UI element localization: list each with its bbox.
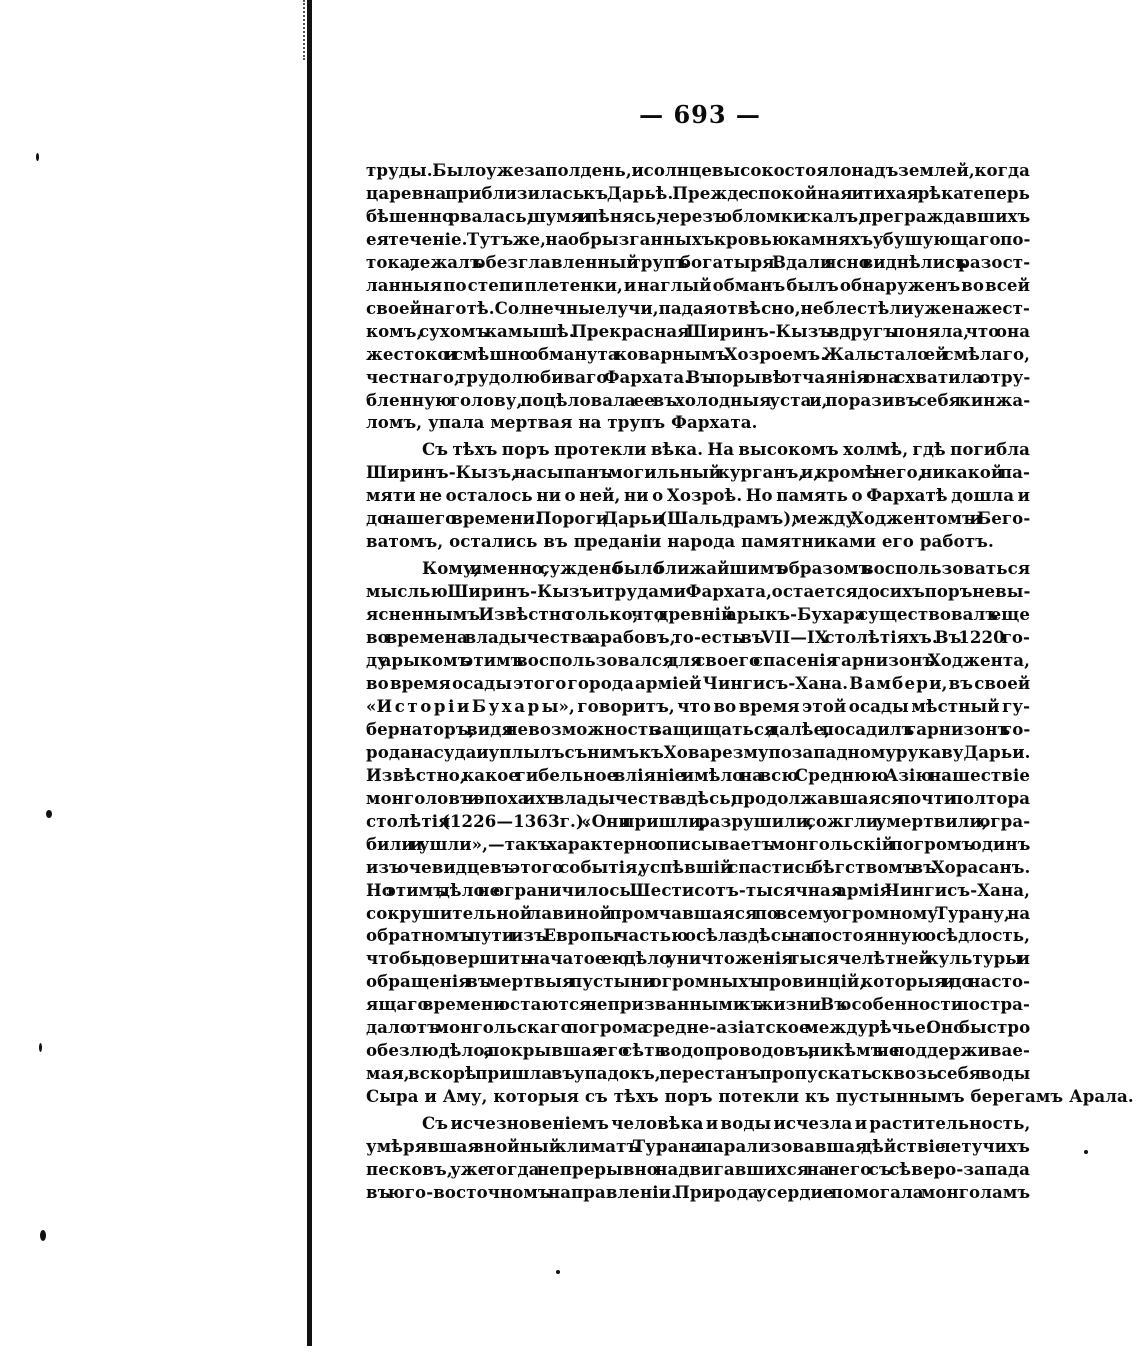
paragraph-4 [366, 1112, 1030, 1204]
text-line: ясненнымъ. Извѣстно только, что древній арыкъ-Бухара существовалъ еще [366, 604, 1030, 625]
text-line: Извѣстно, какое гибельное вліяніе имѣло на всю Среднюю Азію нашествіе [366, 764, 1030, 785]
text-line: бѣшенно рвалась, шумя и пѣнясь, черезъ обломки скалъ, преграждавшихъ [366, 205, 1031, 226]
text-line: комъ, сухомъ камышѣ. Прекрасная Ширинъ-Кызъ вдругъ поняла, что она [366, 320, 1031, 341]
text-line: песковъ, уже тогда непрерывно надвигавшихся на него съ сѣверо-запада [366, 1158, 1030, 1179]
scan-speck [1084, 1150, 1088, 1154]
text-line: бленную голову, поцѣловала ее въ холодныя уста и, поразивъ себя кинжа- [366, 389, 1031, 410]
page-number: — 693 — [639, 100, 761, 129]
text-line: обращенія въ мертвыя пустыни огромныхъ провинцій, которыя и до насто- [366, 971, 1031, 992]
text-line: бернаторъ, видя невозможность защищаться далѣе, посадилъ гарнизонъ го- [366, 718, 1031, 739]
text-line: ея теченіе. Тутъ же, на обрызганныхъ кровью камняхъ у бушующаго по- [366, 228, 1031, 249]
text-line: во время осады этого города арміей Чингисъ-Хана. В а м б е р и, въ своей [366, 672, 1031, 693]
text-line: чтобы довершить начатое ею дѣло уничтоженія тысячелѣтней культуры и [366, 948, 1030, 969]
text-line: жестоко и смѣшно обманута коварнымъ Хозроемъ. Жаль стало ей смѣлаго, [366, 343, 1030, 364]
scan-speck [46, 810, 52, 818]
text-line: Сыра и Аму, которыя съ тѣхъ поръ потекли къ пустыннымъ берегамъ Арала. [366, 1086, 1134, 1107]
text-line: мыслью Ширинъ-Кызъ и трудами Фархата, остается до сихъ поръ невы- [366, 581, 1031, 602]
text-line: Съ тѣхъ поръ протекли вѣка. На высокомъ холмѣ, гдѣ погибла [422, 439, 1030, 460]
text-line: ящаго времени остаются непризванными къ жизни. Въ особенности постра- [366, 994, 1030, 1015]
text-line: до нашего времени. Пороги Дарьи (Шальдрамъ), между Ходжентомъ и Бего- [366, 508, 1031, 529]
text-line: Но этимъ дѣло не ограничилось. Шестисотъ-тысячная армія Чингисъ-Хана, [366, 879, 1030, 900]
paragraph-1 [366, 159, 1030, 434]
scan-speck [40, 1230, 46, 1241]
text-line: Съ исчезновеніемъ человѣка и воды исчезла и растительность, [422, 1113, 1031, 1134]
text-line: ватомъ, остались въ преданіи народа памятниками его работъ. [366, 531, 994, 552]
page-body [366, 159, 1134, 1204]
text-line: мяти не осталось ни о ней, ни о Хозроѣ. Но память о Фархатѣ дошла и [366, 485, 1030, 506]
text-line: умѣрявшая знойный климатъ Турана и парализовавшая дѣйствіе летучихъ [366, 1136, 1030, 1157]
paragraph-3 [366, 557, 1134, 1108]
text-line: монголовъ и эпоха ихъ владычества здѣсь, продолжавшаяся почти полтора [366, 787, 1031, 808]
scan-speck [36, 153, 39, 161]
text-line: рода на суда и уплылъ съ нимъ къ Ховарезму по западному рукаву Дарьи. [366, 741, 1031, 762]
gutter-dotted-line [303, 0, 305, 60]
text-line: изъ очевидцевъ этого событія, успѣвшій спастись бѣгствомъ въ Хорасанъ. [366, 856, 1031, 877]
text-line: въ юго-восточномъ направленіи. Природа усердие помогала монголамъ [366, 1181, 1031, 1202]
text-line: мая, вскорѣ пришла въ упадокъ, перестанъ пропускать сквозь себя воды [366, 1063, 1031, 1084]
text-line: своей наготѣ. Солнечные лучи, падая отвѣсно, не блестѣли уже на жест- [366, 297, 1030, 318]
text-line: «И с т о р і и Б у х а р ы», говоритъ, что во время этой осады мѣстный гу- [366, 695, 1031, 716]
text-line: обратномъ пути изъ Европы частью осѣла здѣсь на постоянную осѣдлость, [366, 925, 1031, 946]
scan-speck [556, 1270, 560, 1274]
text-line: дало отъ монгольскаго погрома средне-азіатское междурѣчье. Оно быстро [366, 1017, 1031, 1038]
text-line: ланныя по степи плетенки, и наглый обманъ былъ обнаруженъ во всей [366, 274, 1030, 295]
text-line: обезлюдѣло, а покрывшая его сѣть водопроводовъ, никѣмъ не поддерживае- [366, 1040, 1030, 1061]
text-line: честнаго, трудолюбиваго Фархата. Въ порывѣ отчаянія она схватила отру- [366, 366, 1031, 387]
text-line: Кому, именно, суждено было ближайшимъ образомъ воспользоваться [422, 558, 1031, 579]
binding-gutter-line [307, 0, 312, 1346]
text-line: тока, лежалъ обезглавленный трупъ богатыря. Вдали ясно виднѣлись разост- [366, 251, 1031, 272]
text-line: сокрушительной лавиной промчавшаяся по всему огромному Турану, на [366, 902, 1031, 923]
text-line: ломъ, упала мертвая на трупъ Фархата. [366, 412, 758, 433]
text-line: столѣтія (1226—1363г.). «Они пришли, разрушили, сожгли, умертвили, огра- [366, 810, 1031, 831]
scan-speck [39, 1043, 42, 1052]
text-line: во времена владычества арабовъ, то-есть въ VII—IX столѣтіяхъ. Въ 1220 го- [366, 627, 1031, 648]
text-line: ду арыкомъ этимъ воспользовался для своего спасенія гарнизонъ Ходжента, [366, 650, 1030, 671]
text-line: били и ушли»,—такъ характерно описываетъ монгольскій погромъ одинъ [366, 833, 1031, 854]
paragraph-2 [366, 438, 1030, 553]
text-line: Ширинъ-Кызъ, насыпанъ могильный курганъ, и, кромѣ него, никакой па- [366, 462, 1030, 483]
text-line: труды. Было уже за полдень, и солнце высоко стояло надъ землей, когда [366, 160, 1030, 180]
text-line: царевна приблизилась къ Дарьѣ. Прежде спокойная и тихая рѣка теперь [366, 182, 1030, 203]
